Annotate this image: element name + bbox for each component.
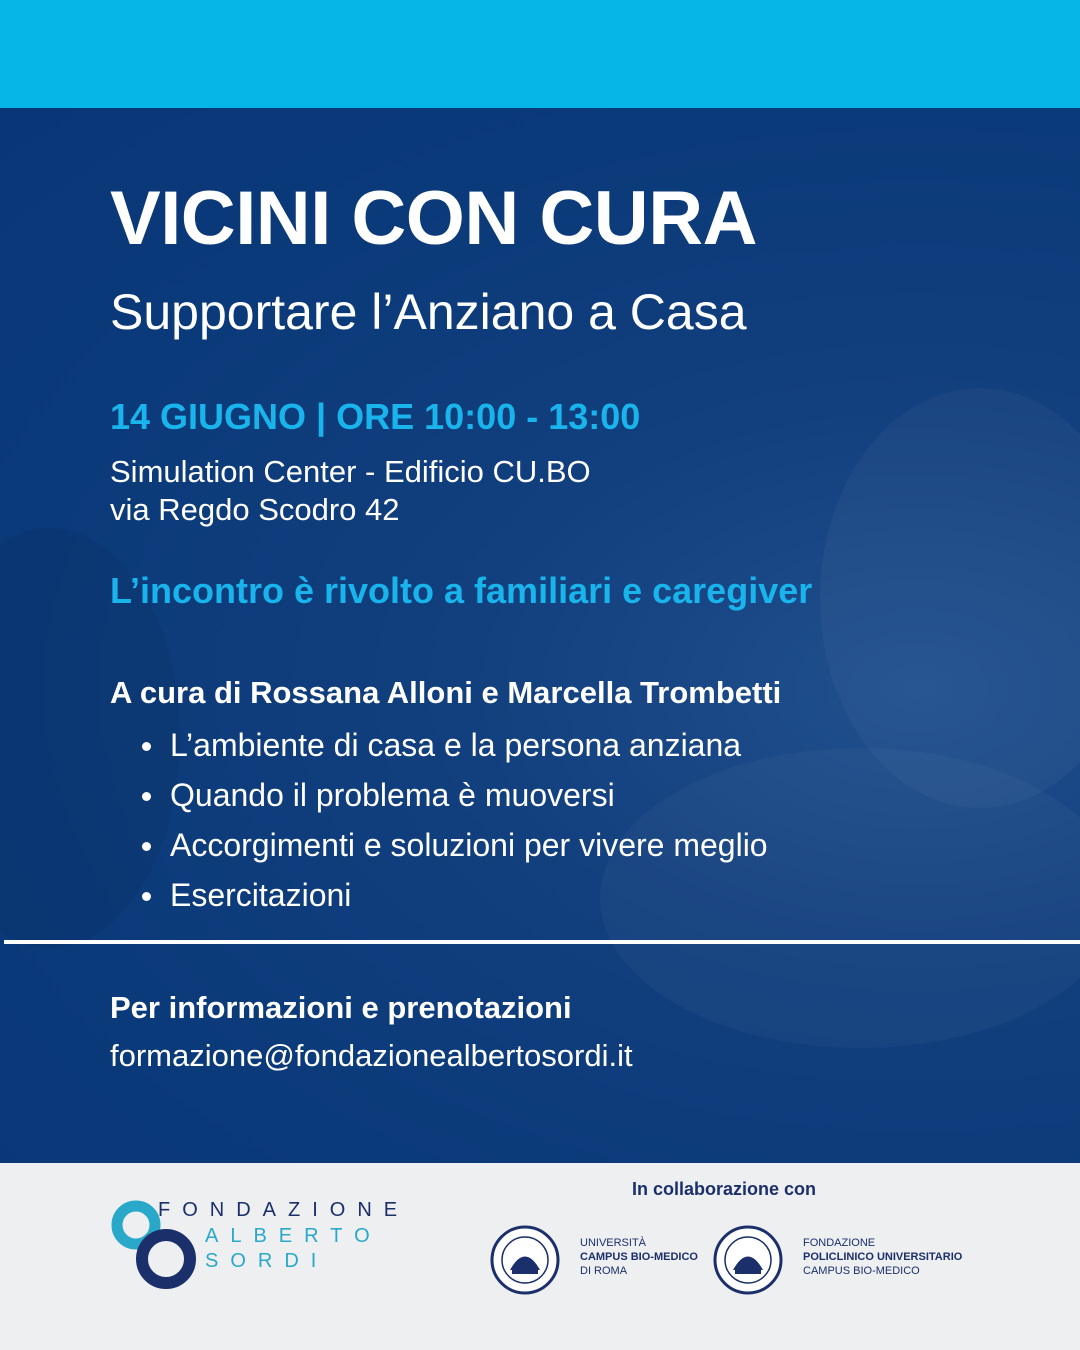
- event-date-time: 14 GIUGNO | ORE 10:00 - 13:00: [110, 396, 641, 437]
- top-accent-bar: [0, 0, 1080, 108]
- venue-address: via Regdo Scodro 42: [110, 492, 400, 527]
- logo-text-fondazione: FONDAZIONE: [158, 1199, 410, 1221]
- partner-name: POLICLINICO UNIVERSITARIO: [803, 1251, 963, 1263]
- contact-label: Per informazioni e prenotazioni: [110, 990, 572, 1025]
- partner-name: CAMPUS BIO-MEDICO: [580, 1251, 698, 1263]
- logo-text-alberto: ALBERTO: [205, 1225, 382, 1247]
- topic-item: L’ambiente di casa e la persona anziana: [170, 720, 768, 770]
- topic-item: Accorgimenti e soluzioni per vivere meglio: [170, 820, 768, 870]
- curators-line: A cura di Rossana Alloni e Marcella Trombetti: [110, 675, 782, 710]
- event-venue: [110, 453, 591, 529]
- background-shape: [820, 388, 1080, 808]
- partner-line: UNIVERSITÀ: [580, 1237, 647, 1249]
- partner-line: FONDAZIONE: [803, 1237, 876, 1249]
- collaboration-label: In collaborazione con: [632, 1179, 817, 1199]
- contact-email-link[interactable]: formazione@fondazionealbertosordi.it: [110, 1038, 633, 1073]
- topic-item: Quando il problema è muoversi: [170, 770, 768, 820]
- partner-line: DI ROMA: [580, 1265, 628, 1277]
- university-seal-icon: [713, 1225, 783, 1295]
- event-subtitle: Supportare l’Anziano a Casa: [110, 284, 747, 340]
- event-title: VICINI CON CURA: [110, 176, 757, 261]
- partner-university: [580, 1236, 698, 1278]
- topic-item: Esercitazioni: [170, 870, 768, 920]
- partner-policlinico: [803, 1236, 962, 1278]
- university-seal-icon: [490, 1225, 560, 1295]
- main-panel: [0, 108, 1080, 1163]
- partner-line: CAMPUS BIO-MEDICO: [803, 1265, 920, 1277]
- section-divider: [4, 940, 1080, 944]
- topic-list: [170, 720, 768, 920]
- logo-text-sordi: SORDI: [205, 1250, 329, 1272]
- footer: [0, 1163, 1080, 1350]
- venue-line: Simulation Center - Edificio CU.BO: [110, 454, 591, 489]
- audience-note: L’incontro è rivolto a familiari e caregiver: [110, 570, 813, 611]
